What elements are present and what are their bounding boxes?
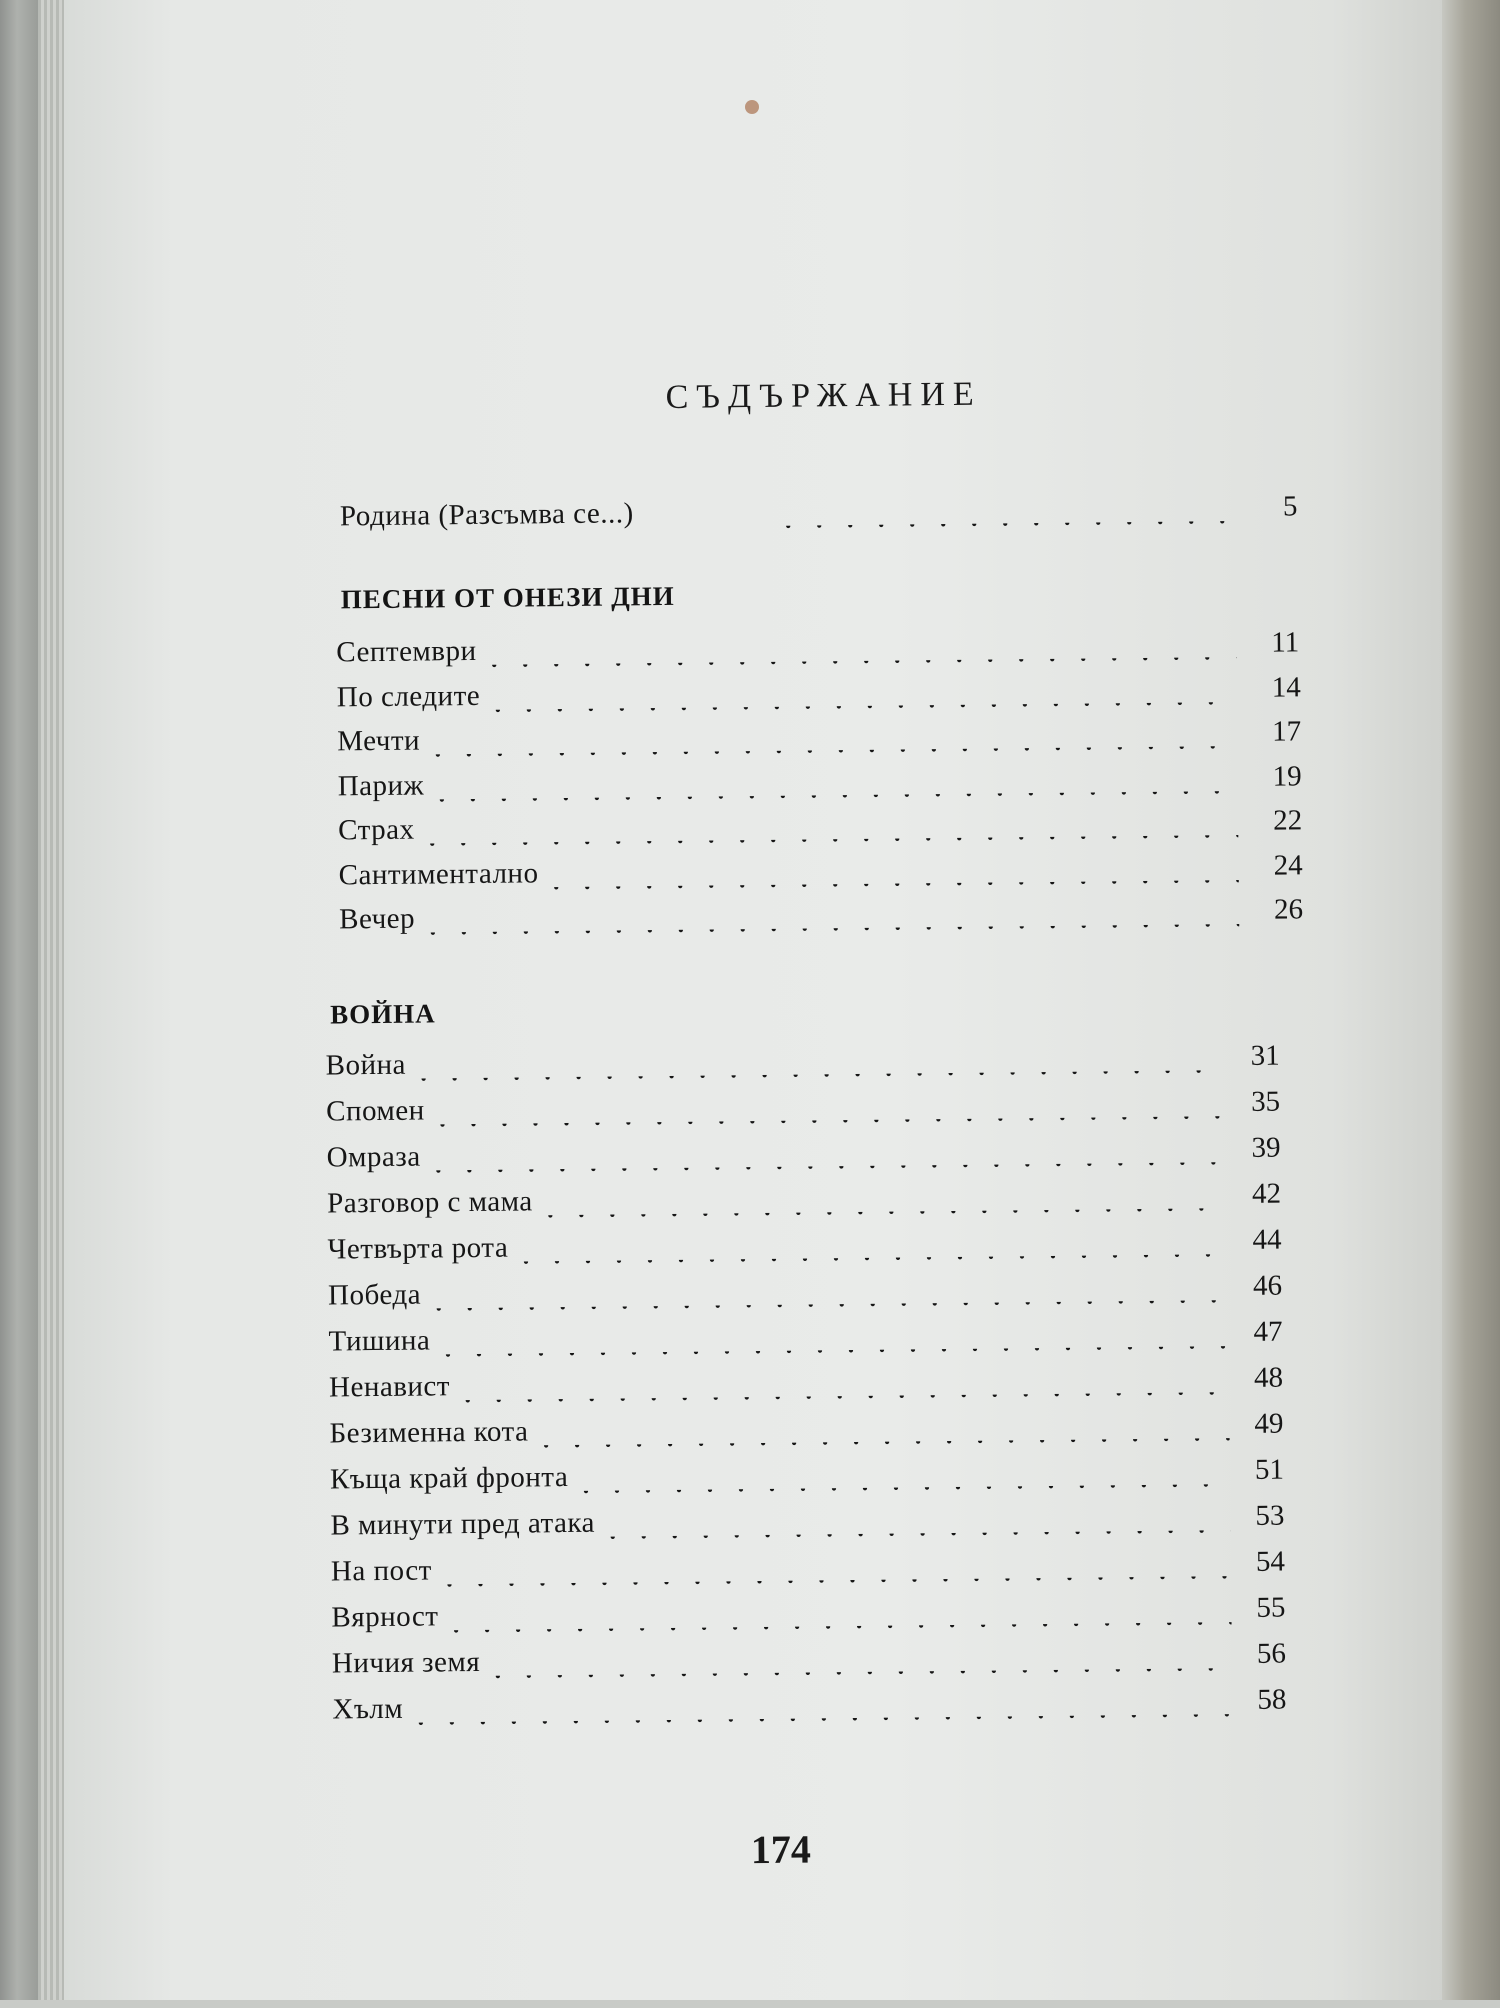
toc-entry-title: Безименна кота: [329, 1415, 528, 1450]
toc-entry-page: 39: [1251, 1132, 1280, 1165]
toc-leader-dots: [439, 790, 1238, 808]
toc-entry-title: Септември: [336, 635, 477, 669]
toc-entry-title: Победа: [328, 1279, 421, 1313]
toc-entry-title: Париж: [338, 769, 425, 803]
toc-entry-page: 51: [1255, 1454, 1284, 1487]
toc-entry-page: 5: [1283, 490, 1298, 523]
toc-leader-dots: [453, 1622, 1232, 1640]
toc-entry-page: 49: [1254, 1408, 1283, 1441]
toc-entry-title: На пост: [331, 1554, 432, 1588]
toc-entry-page: 47: [1253, 1316, 1282, 1349]
toc-entry-title: Сантиментално: [338, 857, 538, 892]
toc-entry-title: Вечер: [339, 903, 415, 937]
toc-entry-page: 48: [1254, 1362, 1283, 1395]
toc-leader-dots: [491, 657, 1237, 675]
toc-entry-title: Ничия земя: [332, 1646, 481, 1681]
page-number: 174: [751, 1826, 811, 1874]
toc-leader-dots: [785, 521, 1245, 536]
toc-entry-title: Родина (Разсъмва се...): [340, 497, 634, 533]
toc-leader-dots: [445, 1346, 1229, 1364]
toc-leader-dots: [583, 1484, 1230, 1501]
toc-entry-page: 44: [1252, 1224, 1281, 1257]
toc-leader-dots: [430, 924, 1240, 942]
toc-entry-page: 19: [1273, 760, 1302, 793]
toc-leader-dots: [495, 701, 1237, 719]
toc-entry-title: Спомен: [326, 1095, 425, 1129]
toc-leader-dots: [464, 1392, 1229, 1410]
toc-leader-dots: [435, 1300, 1228, 1318]
toc-entry-title: Ненавист: [329, 1370, 450, 1404]
toc-leader-dots: [609, 1530, 1230, 1547]
toc-entry-title: Вярност: [331, 1600, 438, 1634]
toc-entry-page: 14: [1272, 671, 1301, 704]
toc-entry-title: Война: [325, 1049, 406, 1083]
toc-entry-page: 11: [1271, 626, 1299, 659]
toc-leader-dots: [435, 1162, 1227, 1180]
toc-leader-dots: [418, 1714, 1233, 1733]
toc-entry-title: Тишина: [328, 1324, 430, 1358]
toc-entry-title: Страх: [338, 814, 415, 848]
toc-entry-page: 17: [1272, 715, 1301, 748]
toc-title: СЪДЪРЖАНИЕ: [0, 369, 1500, 424]
toc-leader-dots: [429, 835, 1238, 853]
toc-entry-title: В минути пред атака: [330, 1507, 595, 1543]
toc-entry-page: 35: [1251, 1086, 1280, 1119]
toc-entry-title: Омраза: [326, 1141, 420, 1175]
section-heading: ПЕСНИ ОТ ОНЕЗИ ДНИ: [341, 581, 675, 615]
toc-leader-dots: [446, 1576, 1231, 1594]
toc-entry-page: 26: [1274, 893, 1303, 926]
toc-entry-title: Мечти: [337, 725, 420, 759]
section-heading: ВОЙНА: [330, 998, 436, 1030]
toc-leader-dots: [439, 1116, 1226, 1134]
toc-entry-title: Разговор с мама: [327, 1185, 533, 1220]
toc-leader-dots: [495, 1668, 1233, 1686]
toc-entry-page: 53: [1255, 1500, 1284, 1533]
toc-entry-title: Къща край фронта: [330, 1461, 569, 1496]
toc-leader-dots: [543, 1438, 1230, 1455]
toc-leader-dots: [553, 879, 1239, 896]
toc-entry-page: 58: [1257, 1684, 1286, 1717]
toc-entry-page: 46: [1253, 1270, 1282, 1303]
toc-entry-page: 42: [1252, 1178, 1281, 1211]
toc-entry-page: 55: [1256, 1592, 1285, 1625]
toc-entry-title: Четвърта рота: [327, 1232, 508, 1267]
toc-leader-dots: [435, 746, 1238, 764]
toc-leader-dots: [547, 1208, 1227, 1225]
toc-entry-title: По следите: [337, 679, 481, 713]
toc-entry-page: 31: [1250, 1040, 1279, 1073]
toc-leader-dots: [523, 1254, 1228, 1271]
toc-leader-dots: [420, 1070, 1225, 1088]
toc-entry-title: Хълм: [332, 1693, 403, 1727]
toc-entry-page: 24: [1273, 849, 1302, 882]
toc-entry-page: 56: [1257, 1638, 1286, 1671]
toc-entry-page: 54: [1256, 1546, 1285, 1579]
toc-entry-page: 22: [1273, 804, 1302, 837]
